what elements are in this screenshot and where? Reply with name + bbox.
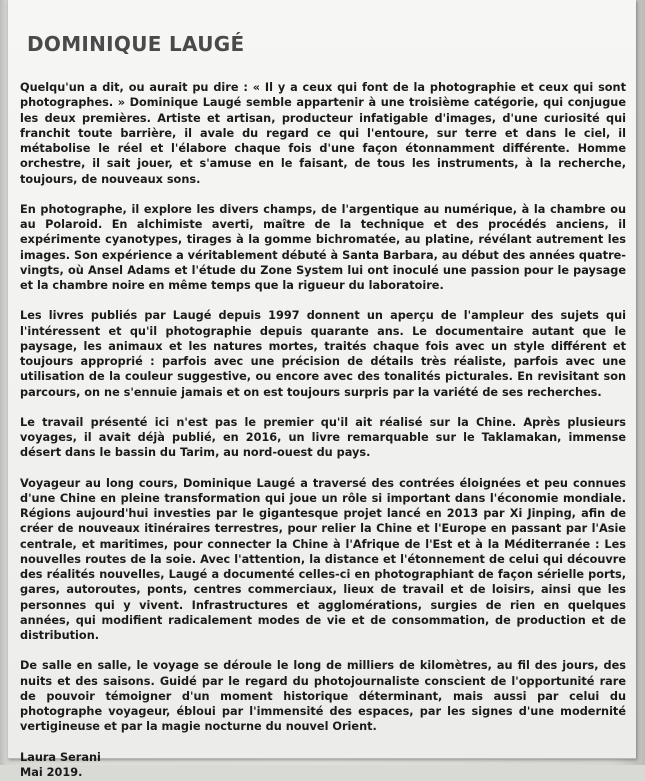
paragraph-intro: Quelqu'un a dit, ou aurait pu dire : « Il y a ceux qui font de la photographie et ceux qui sont photographes. » Dominique Laugé semble appartenir à une troisième catégorie, qui conjugue les deux premières. Artiste et artisan, producteur infatigable d'images, d'une curiosité qui franchit toute barrière, il avale du regard ce qui l'entoure, sur terre et dans le ciel, il métabolise le réel et l'élabore chaque fois d'une façon étonnamment différente. Homme orchestre, il sait jouer, et s'amuse en le faisant, de tous les instruments, à la recherche, toujours, de nouveaux sons. [20, 81, 626, 186]
paragraph-techniques: En photographe, il explore les divers champs, de l'argentique au numérique, à la chambre ou au Polaroid. En alchimiste averti, maître de la technique et des procédés anciens, il expérimente cyanotypes, tirages à la gomme bichromatée, au platine, révélant autrement les images. Son expérience a véritablement débuté à Santa Barbara, au début des années quatre-vingts, où Ansel Adams et l'étude du Zone System lui ont inoculé une passion pour le paysage et la chambre noire en même temps que la rigueur du laboratoire. [20, 202, 626, 292]
paragraph-journey: De salle en salle, le voyage se déroule le long de milliers de kilomètres, au fil des jours, des nuits et des saisons. Guidé par le regard du photojournaliste conscient de l'opportunité rare de pouvoir témoigner d'un moment historique déterminant, mais aussi par celui du photographe voyageur, ébloui par l'immensité des espaces, par les signes d'une modernité vertigineuse et par la magie nocturne du nouvel Orient. [20, 659, 626, 734]
placard-body [20, 80, 626, 781]
paragraph-books: Les livres publiés par Laugé depuis 1997 donnent un aperçu de l'ampleur des sujets qui l'intéressent et qu'il photographie depuis quarante ans. Le documentaire autant que le paysage, les animaux et les natures mortes, traités chaque fois avec un style différent et toujours approprié : parfois avec une précision de détails très réaliste, parfois avec une utilisation de la couleur suggestive, ou encore avec des tonalités picturales. En revisitant son parcours, on ne s'ennuie jamais et on est toujours surpris par la variété de ses recherches. [20, 309, 626, 399]
exhibition-placard [8, 0, 636, 779]
signature-block [20, 750, 626, 781]
author-name: Laura Serani [20, 750, 101, 764]
signature-date: Mai 2019. [20, 766, 83, 779]
paragraph-silk-roads: Voyageur au long cours, Dominique Laugé a traversé des contrées éloignées et peu connues d'une Chine en pleine transformation qui joue un rôle si important dans l'économie mondiale. Régions aujourd'hui investies par le gigantesque projet lancé en 2013 par Xi Jinping, afin de créer de nouveaux itinéraires terrestres, pour relier la Chine et l'Europe en passant par l'Asie centrale, et maritimes, pour connecter la Chine à l'Afrique de l'Est et à la Méditerranée : Les nouvelles routes de la soie. Avec l'attention, la distance et l'étonnement de celui qui découvre des réalités nouvelles, Laugé a documenté celles-ci en photographiant de façon sérielle ports, gares, autoroutes, ponts, centres commerciaux, lieux de travail et de loisirs, ainsi que les personnes qui y vivent. Infrastructures et agglomérations, surgies de rien en quelques années, qui modifient radicalement modes de vie et de consommation, de production et de distribution. [20, 476, 626, 642]
placard-title: DOMINIQUE LAUGÉ [27, 32, 245, 56]
paragraph-china-work: Le travail présenté ici n'est pas le premier qu'il ait réalisé sur la Chine. Après plusieurs voyages, il avait déjà publié, en 2016, un livre remarquable sur le Taklamakan, immense désert dans le bassin du Tarim, au nord-ouest du pays. [20, 415, 626, 460]
